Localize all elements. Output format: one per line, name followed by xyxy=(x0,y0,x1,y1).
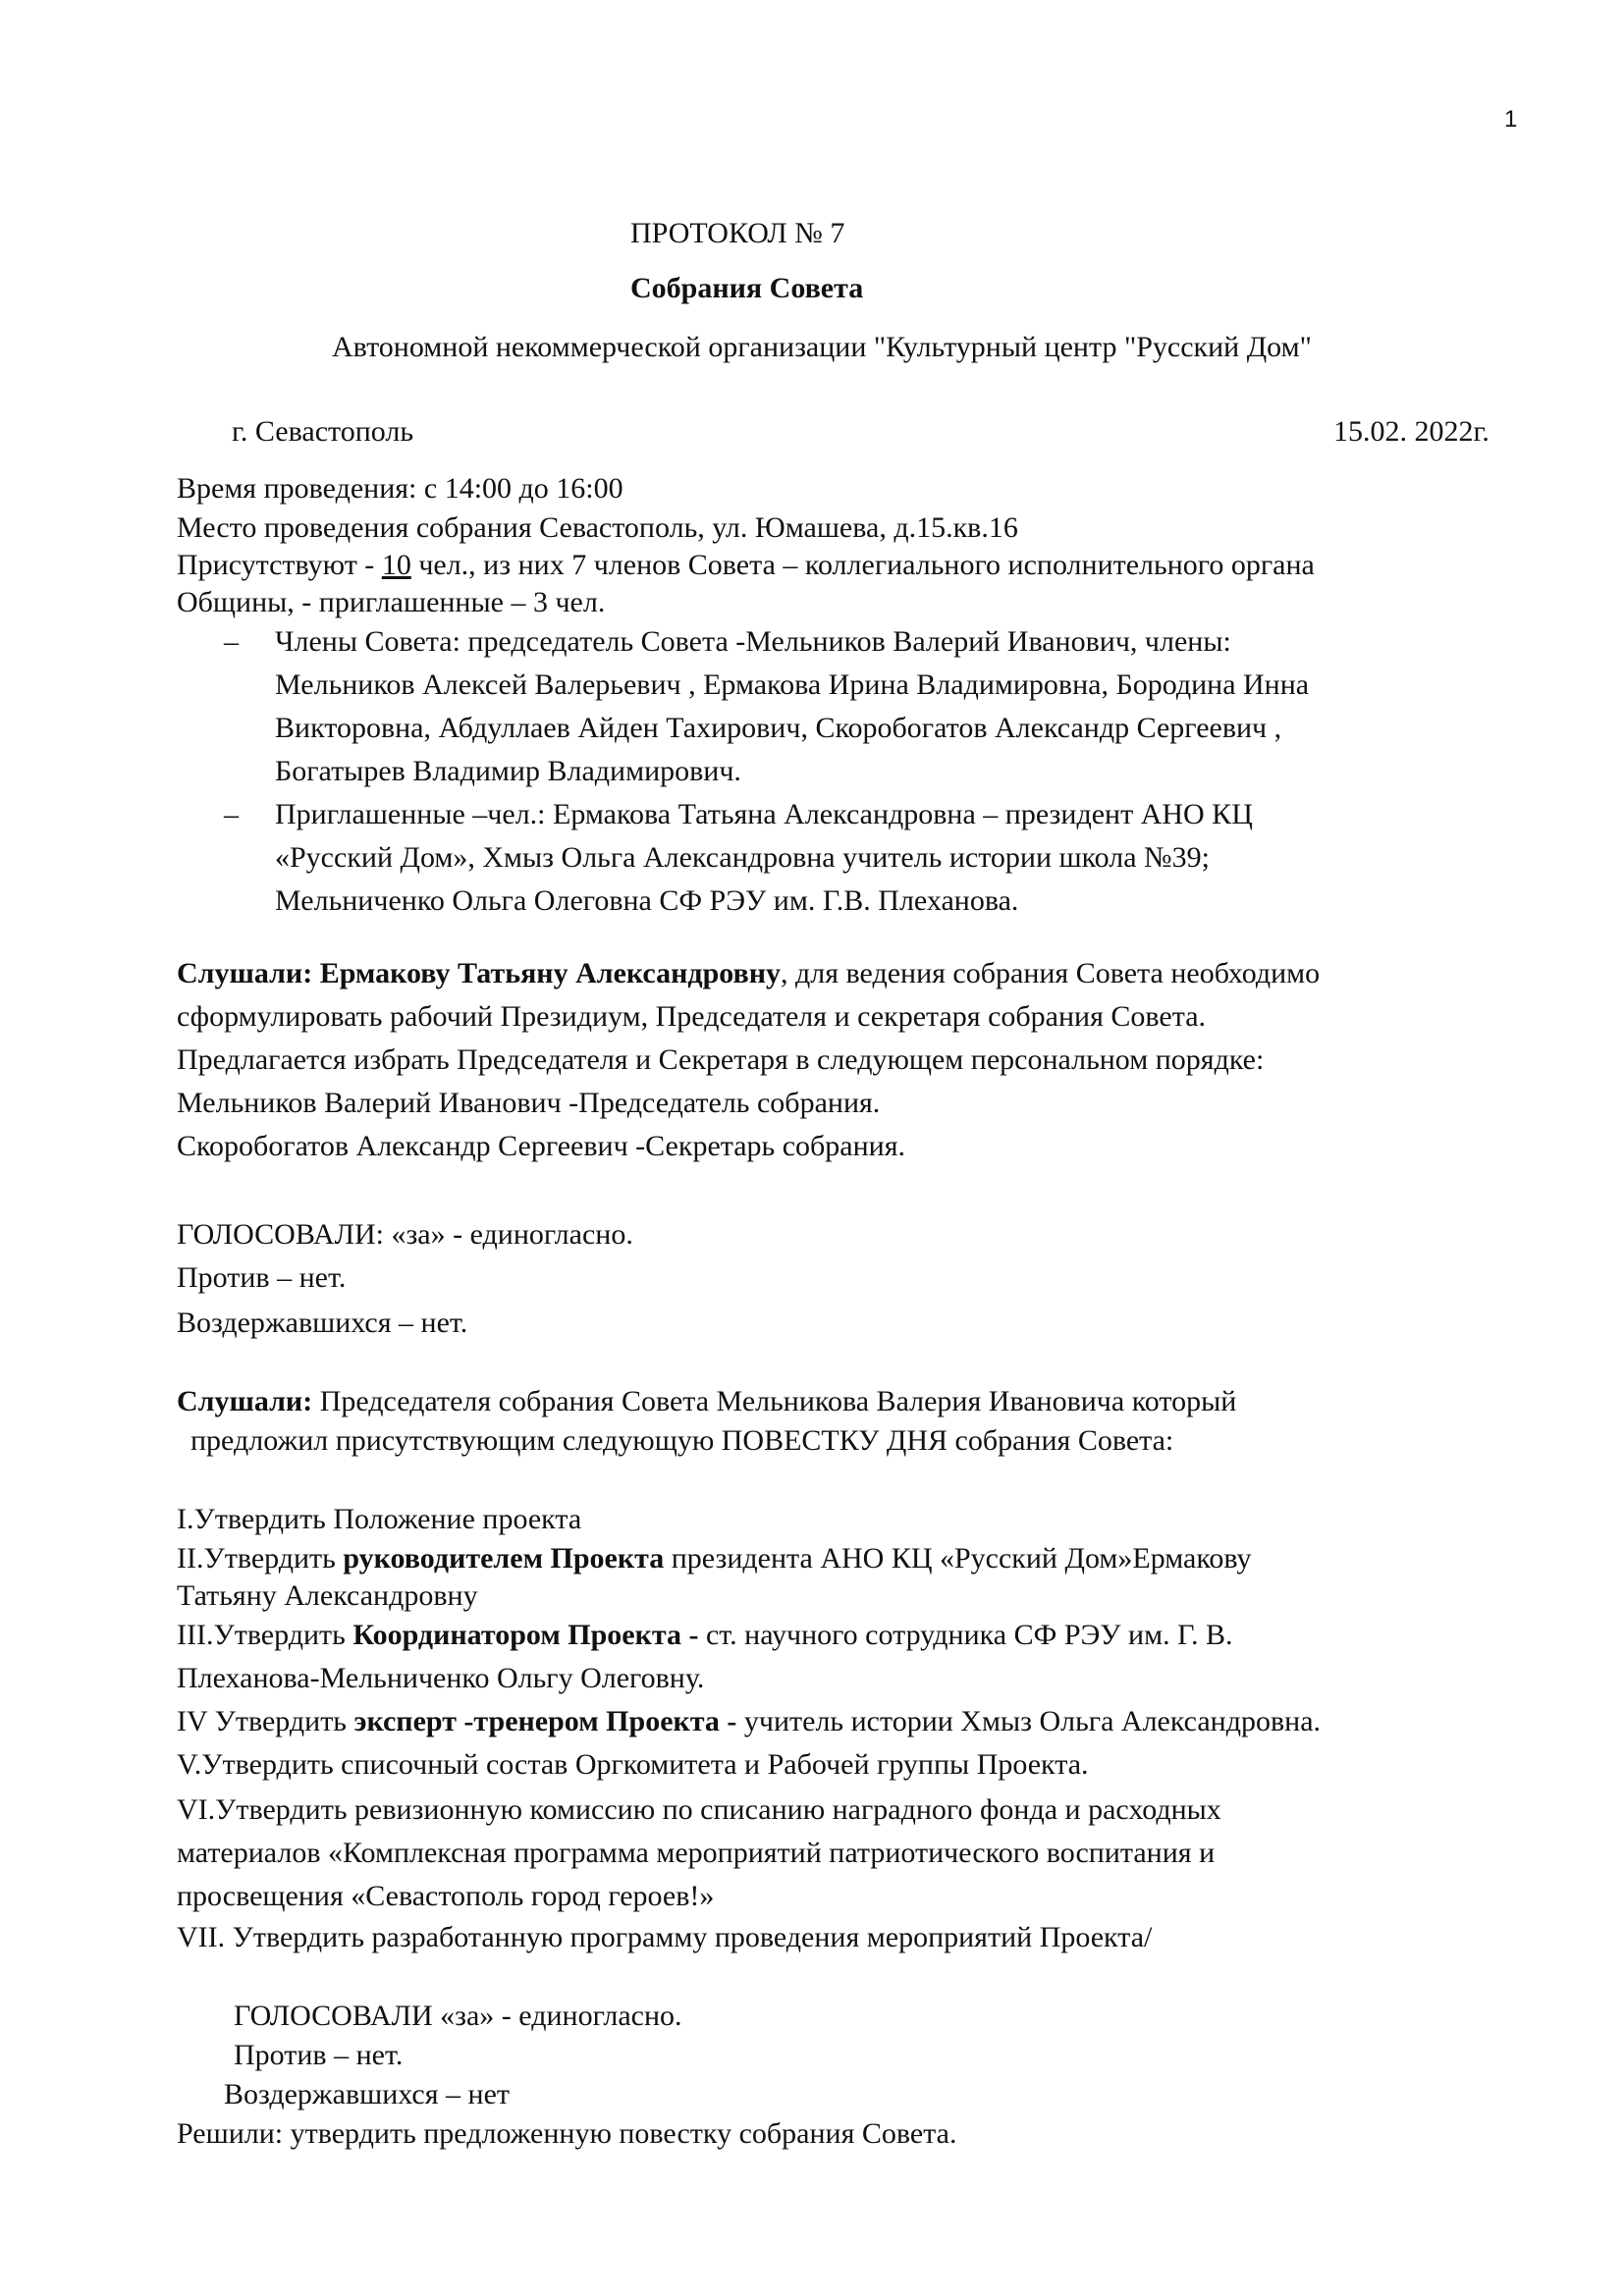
present-prefix: Присутствуют - xyxy=(177,549,382,581)
present-suffix: чел., из них 7 членов Совета – коллегиального исполнительного органа xyxy=(410,549,1315,581)
agenda-item-2-prefix: II.Утвердить xyxy=(177,1542,344,1575)
hearing-2-label: Слушали: xyxy=(177,1385,313,1417)
agenda-item-3 xyxy=(177,1618,1233,1653)
members-line: Викторовна, Абдуллаев Айден Тахирович, Скоробогатов Александр Сергеевич , xyxy=(275,712,1282,744)
agenda-item-4 xyxy=(177,1704,1321,1739)
agenda-item-4-text: учитель истории Хмыз Ольга Александровна. xyxy=(736,1705,1322,1737)
members-line: Члены Совета: председатель Совета -Мельников Валерий Иванович, члены: xyxy=(275,625,1231,658)
agenda-item-2-text: президента АНО КЦ «Русский Дом»Ермакову xyxy=(664,1542,1252,1575)
agenda-item-2 xyxy=(177,1541,1252,1576)
members-line: Богатырев Владимир Владимирович. xyxy=(275,755,741,787)
hearing-2-line xyxy=(177,1384,1236,1419)
present-line xyxy=(177,548,1315,583)
hearing-1-line xyxy=(177,956,1320,991)
agenda-item-6-line-2: материалов «Комплексная программа мероприятий патриотического воспитания и xyxy=(177,1837,1216,1869)
hearing-1-line: Мельников Валерий Иванович -Председатель собрания. xyxy=(177,1087,881,1119)
present-count: 10 xyxy=(381,549,411,581)
agenda-item-1: I.Утвердить Положение проекта xyxy=(177,1503,582,1535)
hearing-1-line: Скоробогатов Александр Сергеевич -Секретарь собрания. xyxy=(177,1130,906,1162)
agenda-item-3-prefix: III.Утвердить xyxy=(177,1619,353,1651)
date: 15.02. 2022г. xyxy=(1333,415,1489,448)
vote-1-against: Против – нет. xyxy=(177,1261,347,1294)
hearing-1-line: Предлагается избрать Председателя и Секретаря в следующем персональном порядке: xyxy=(177,1043,1265,1076)
agenda-item-6-line-3: просвещения «Севастополь город героев!» xyxy=(177,1880,715,1912)
vote-2-for: ГОЛОСОВАЛИ «за» - единогласно. xyxy=(234,2000,682,2032)
vote-2-abstain: Воздержавшихся – нет xyxy=(224,2078,510,2110)
agenda-item-3-role: Координатором Проекта - xyxy=(352,1619,699,1651)
invited-line: «Русский Дом», Хмыз Ольга Александровна учитель истории школа №39; xyxy=(275,841,1211,874)
invited-line: Мельниченко Ольга Олеговна СФ РЭУ им. Г.В. Плеханова. xyxy=(275,884,1019,917)
hearing-2-text: Председателя собрания Совета Мельникова Валерия Ивановича который xyxy=(312,1385,1237,1417)
hearing-1-label: Слушали: Ермакову Татьяну Александровну xyxy=(177,957,781,989)
vote-1-abstain: Воздержавшихся – нет. xyxy=(177,1307,468,1339)
agenda-item-4-prefix: IV Утвердить xyxy=(177,1705,354,1737)
hearing-1-text: , для ведения собрания Совета необходимо xyxy=(781,957,1321,989)
page-number: 1 xyxy=(1504,106,1518,133)
organization-name: Автономной некоммерческой организации "Культурный центр "Русский Дом" xyxy=(332,331,1312,363)
vote-1-for: ГОЛОСОВАЛИ: «за» - единогласно. xyxy=(177,1218,633,1251)
invited-line: Приглашенные –чел.: Ермакова Татьяна Александровна – президент АНО КЦ xyxy=(275,798,1253,830)
hearing-2-line-2: предложил присутствующим следующую ПОВЕСТКУ ДНЯ собрания Совета: xyxy=(190,1424,1174,1457)
agenda-item-4-role: эксперт -тренером Проекта - xyxy=(353,1705,737,1737)
members-line: Мельников Алексей Валерьевич , Ермакова Ирина Владимировна, Бородина Инна xyxy=(275,668,1310,701)
bullet-dash: – xyxy=(224,798,239,830)
vote-2-against: Против – нет. xyxy=(234,2039,404,2071)
meeting-place: Место проведения собрания Севастополь, ул. Юмашева, д.15.кв.16 xyxy=(177,511,1018,544)
city: г. Севастополь xyxy=(232,415,414,448)
present-line-2: Общины, - приглашенные – 3 чел. xyxy=(177,586,606,618)
agenda-item-6: VI.Утвердить ревизионную комиссию по списанию наградного фонда и расходных xyxy=(177,1793,1221,1826)
decision: Решили: утвердить предложенную повестку собрания Совета. xyxy=(177,2117,957,2150)
agenda-item-3-line-2: Плеханова-Мельниченко Ольгу Олеговну. xyxy=(177,1662,705,1694)
document-title: ПРОТОКОЛ № 7 xyxy=(630,217,845,249)
document-subtitle: Собрания Совета xyxy=(630,272,864,304)
bullet-dash: – xyxy=(224,625,239,658)
agenda-item-7: VII. Утвердить разработанную программу проведения мероприятий Проекта/ xyxy=(177,1921,1153,1953)
agenda-item-2-line-2: Татьяну Александровну xyxy=(177,1579,478,1612)
hearing-1-line: сформулировать рабочий Президиум, Председателя и секретаря собрания Совета. xyxy=(177,1000,1207,1033)
agenda-item-3-text: ст. научного сотрудника СФ РЭУ им. Г. В. xyxy=(698,1619,1233,1651)
agenda-item-2-role: руководителем Проекта xyxy=(343,1542,665,1575)
agenda-item-5: V.Утвердить списочный состав Оргкомитета и Рабочей группы Проекта. xyxy=(177,1748,1089,1781)
meeting-time: Время проведения: с 14:00 до 16:00 xyxy=(177,472,623,505)
